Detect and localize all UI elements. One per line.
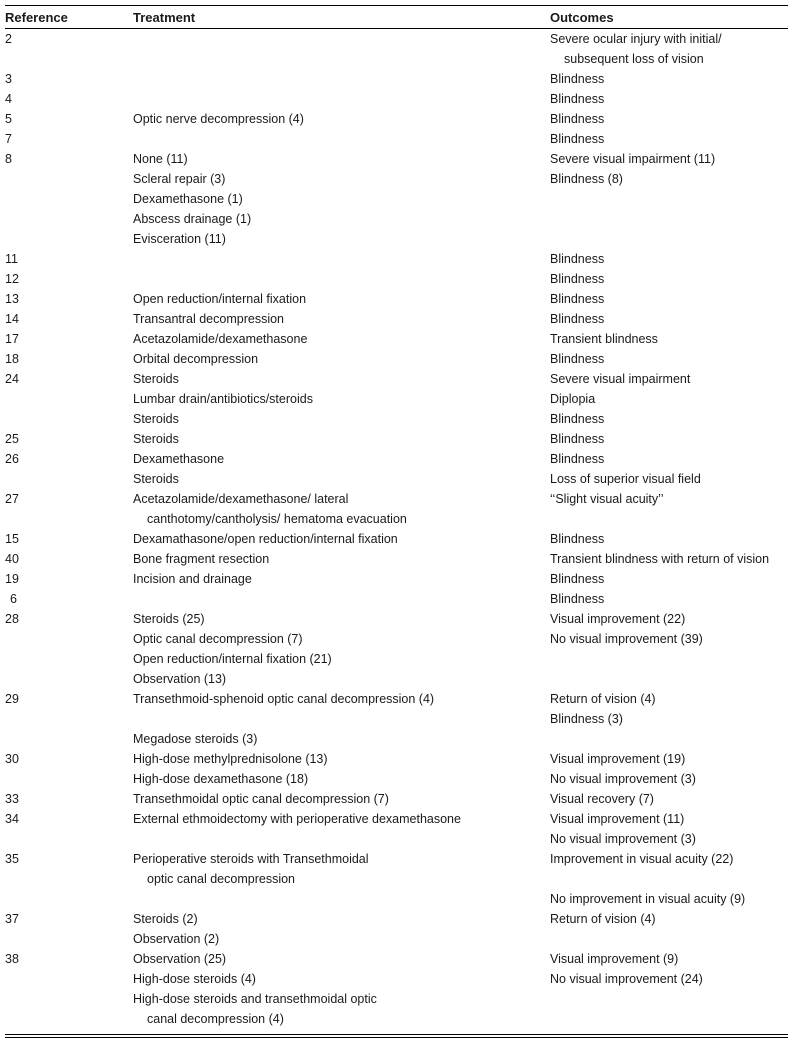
cell-treatment: Steroids (25) [133,612,205,626]
table-row [5,649,788,669]
cell-outcome: Blindness [550,72,605,86]
table-row [5,369,788,389]
cell-reference: 26 [5,452,19,466]
table-row [5,389,788,409]
cell-reference: 33 [5,792,19,806]
cell-reference: 12 [5,272,19,286]
cell-treatment: Lumbar drain/antibiotics/steroids [133,392,313,406]
cell-treatment: Orbital decompression [133,352,259,366]
cell-treatment: Open reduction/internal fixation (21) [133,652,332,666]
table-row [5,489,788,509]
cell-treatment: Transethmoid-sphenoid optic canal decompression (4) [133,692,435,706]
cell-treatment: Megadose steroids (3) [133,732,258,746]
cell-treatment: Steroids [133,372,179,386]
cell-treatment: Steroids [133,432,179,446]
cell-reference: 3 [5,72,12,86]
cell-treatment: Scleral repair (3) [133,172,226,186]
cell-outcome: No visual improvement (3) [550,832,696,846]
cell-treatment: Steroids (2) [133,912,198,926]
cell-outcome: Blindness [550,412,605,426]
header-treatment: Treatment [133,10,196,25]
table-row [5,629,788,649]
cell-reference: 8 [5,152,12,166]
cell-reference: 34 [5,812,19,826]
table-row [5,889,788,909]
table-row [5,549,788,569]
cell-outcome: Visual improvement (19) [550,752,686,766]
table-row [5,469,788,489]
table-row [5,1009,788,1029]
cell-treatment: Dexamathasone/open reduction/internal fixation [133,532,398,546]
cell-treatment: Observation (25) [133,952,227,966]
cell-treatment: Steroids [133,472,179,486]
table-row [5,909,788,929]
cell-reference: 14 [5,312,19,326]
cell-outcome: Loss of superior visual field [550,472,701,486]
table-row [5,709,788,729]
cell-outcome: Blindness [550,452,605,466]
cell-outcome: Improvement in visual acuity (22) [550,852,734,866]
outcomes-table [5,5,788,1038]
cell-outcome: Blindness [550,592,605,606]
cell-reference: 4 [5,92,12,106]
cell-outcome: Blindness [550,112,605,126]
cell-outcome: Blindness [550,312,605,326]
cell-outcome: Blindness [550,352,605,366]
cell-treatment: canthotomy/cantholysis/ hematoma evacuation [147,512,407,526]
table-row [5,329,788,349]
cell-treatment: Transethmoidal optic canal decompression (7) [133,792,389,806]
cell-treatment: High-dose steroids and transethmoidal optic [133,992,377,1006]
table-row [5,289,788,309]
table-row [5,129,788,149]
cell-outcome: Blindness [550,292,605,306]
cell-outcome: Visual improvement (11) [550,812,685,826]
table-row [5,969,788,989]
table-header [5,6,788,28]
cell-treatment: Bone fragment resection [133,552,270,566]
table-row [5,189,788,209]
cell-reference: 30 [5,752,19,766]
cell-reference: 2 [5,32,12,46]
cell-treatment: Acetazolamide/dexamethasone [133,332,308,346]
cell-treatment: canal decompression (4) [147,1012,284,1026]
cell-outcome: No visual improvement (3) [550,772,696,786]
table-row [5,209,788,229]
cell-treatment: Perioperative steroids with Transethmoidal [133,852,369,866]
cell-treatment: Incision and drainage [133,572,252,586]
cell-outcome: Visual improvement (9) [550,952,679,966]
cell-treatment: Evisceration (11) [133,232,226,246]
cell-outcome: Diplopia [550,392,596,406]
cell-outcome: Blindness [550,272,605,286]
cell-reference: 24 [5,372,19,386]
cell-outcome: subsequent loss of vision [564,52,704,66]
cell-outcome: ‘‘Slight visual acuity’’ [550,492,664,506]
table-row [5,429,788,449]
cell-treatment: Optic canal decompression (7) [133,632,303,646]
cell-treatment: High-dose methylprednisolone (13) [133,752,328,766]
cell-outcome: Blindness [550,92,605,106]
cell-treatment: optic canal decompression [147,872,295,886]
cell-treatment: High-dose dexamethasone (18) [133,772,309,786]
table-row [5,509,788,529]
table-row [5,269,788,289]
cell-outcome: No improvement in visual acuity (9) [550,892,746,906]
table-row [5,229,788,249]
table-row [5,689,788,709]
cell-reference: 35 [5,852,19,866]
cell-outcome: Blindness [550,432,605,446]
cell-outcome: No visual improvement (24) [550,972,703,986]
table-row [5,849,788,869]
header-outcomes: Outcomes [550,10,614,25]
table-row [5,989,788,1009]
cell-treatment: Optic nerve decompression (4) [133,112,304,126]
cell-reference: 25 [5,432,19,446]
cell-outcome: Severe ocular injury with initial/ [550,32,722,46]
cell-outcome: No visual improvement (39) [550,632,703,646]
table-row [5,249,788,269]
cell-outcome: Blindness [550,132,605,146]
table-row [5,769,788,789]
cell-reference: 17 [5,332,19,346]
cell-outcome: Visual improvement (22) [550,612,686,626]
header-reference: Reference [5,10,68,25]
cell-reference: 7 [5,132,12,146]
table-row [5,529,788,549]
cell-treatment: None (11) [133,152,188,166]
cell-reference: 19 [5,572,19,586]
cell-outcome: Visual recovery (7) [550,792,654,806]
table-row [5,49,788,69]
table-row [5,349,788,369]
cell-treatment: Acetazolamide/dexamethasone/ lateral [133,492,349,506]
cell-outcome: Return of vision (4) [550,912,656,926]
cell-outcome: Blindness [550,532,605,546]
table-row [5,89,788,109]
cell-treatment: Transantral decompression [133,312,284,326]
cell-treatment: Open reduction/internal fixation [133,292,307,306]
table-body [5,29,788,1029]
cell-outcome: Return of vision (4) [550,692,656,706]
table-row [5,729,788,749]
cell-outcome: Blindness [550,252,605,266]
cell-reference: 27 [5,492,19,506]
cell-treatment: External ethmoidectomy with perioperative dexamethasone [133,812,461,826]
table-row [5,409,788,429]
cell-reference: 38 [5,952,19,966]
table-row [5,929,788,949]
table-row [5,669,788,689]
cell-treatment: Observation (13) [133,672,227,686]
cell-reference: 29 [5,692,19,706]
table-row [5,949,788,969]
cell-reference: 15 [5,532,19,546]
table-row [5,589,788,609]
cell-reference: 6 [10,592,17,606]
table-row [5,109,788,129]
table-row [5,69,788,89]
bottom-rule [5,1034,788,1035]
cell-reference: 28 [5,612,19,626]
cell-outcome: Blindness (8) [550,172,623,186]
cell-treatment: Dexamethasone (1) [133,192,243,206]
table-row [5,789,788,809]
cell-treatment: Abscess drainage (1) [133,212,252,226]
bottom-rules [5,1034,788,1038]
table-row [5,169,788,189]
cell-reference: 5 [5,112,12,126]
bottom-rule-second [5,1037,788,1038]
table-row [5,569,788,589]
table-row [5,29,788,49]
cell-reference: 13 [5,292,19,306]
cell-treatment: Steroids [133,412,179,426]
table-row [5,829,788,849]
table-row [5,309,788,329]
cell-reference: 11 [5,252,18,266]
table-row [5,609,788,629]
cell-treatment: Dexamethasone [133,452,225,466]
cell-outcome: Blindness [550,572,605,586]
table-row [5,869,788,889]
cell-outcome: Severe visual impairment (11) [550,152,716,166]
cell-treatment: High-dose steroids (4) [133,972,256,986]
cell-outcome: Blindness (3) [550,712,623,726]
cell-outcome: Transient blindness with return of vision [550,552,770,566]
cell-reference: 37 [5,912,19,926]
cell-outcome: Severe visual impairment [550,372,691,386]
table-row [5,149,788,169]
table-row [5,809,788,829]
table-row [5,449,788,469]
cell-treatment: Observation (2) [133,932,220,946]
cell-outcome: Transient blindness [550,332,658,346]
cell-reference: 18 [5,352,19,366]
table-row [5,749,788,769]
cell-reference: 40 [5,552,19,566]
